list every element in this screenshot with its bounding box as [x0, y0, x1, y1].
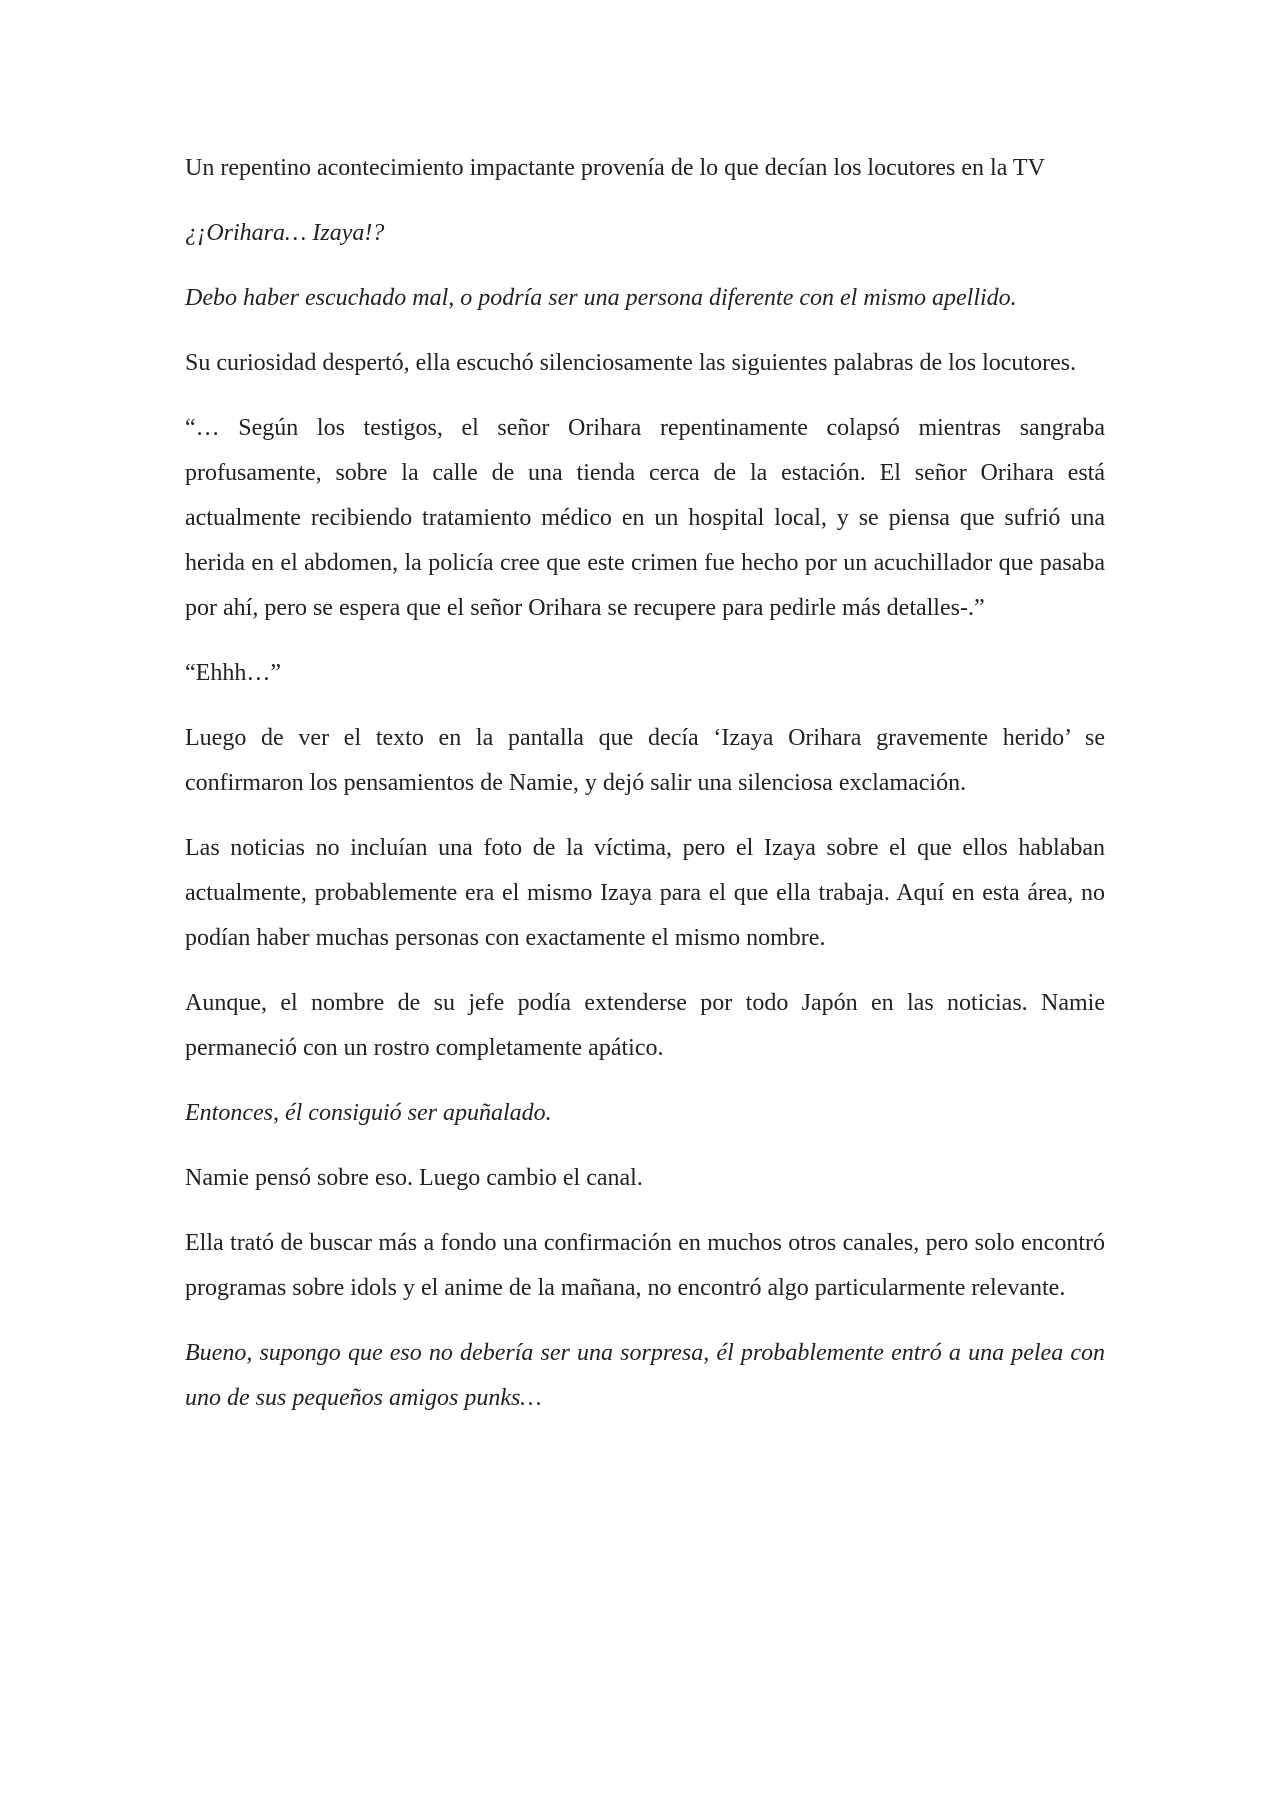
paragraph-11: Namie pensó sobre eso. Luego cambio el canal. — [185, 1165, 643, 1191]
paragraph-4: Su curiosidad despertó, ella escuchó silenciosamente las siguientes palabras de los locutores. — [185, 350, 1077, 376]
paragraph-12: Ella trató de buscar más a fondo una confirmación en muchos otros canales, pero solo encontró programas sobre idols y el anime de la mañana, no encontró algo particularmente relevante. — [185, 1230, 1105, 1301]
paragraph-9: Aunque, el nombre de su jefe podía extenderse por todo Japón en las noticias. Namie permaneció con un rostro completamente apático. — [185, 990, 1105, 1061]
document-body — [185, 146, 1105, 1441]
paragraph-7: Luego de ver el texto en la pantalla que decía ‘Izaya Orihara gravemente herido’ se confirmaron los pensamientos de Namie, y dejó salir una silenciosa exclamación. — [185, 725, 1105, 796]
paragraph-6-quote: “Ehhh…” — [185, 660, 281, 686]
paragraph-13-italic: Bueno, supongo que eso no debería ser una sorpresa, él probablemente entró a una pelea con uno de sus pequeños amigos punks… — [185, 1340, 1105, 1411]
paragraph-10-italic: Entonces, él consiguió ser apuñalado. — [185, 1100, 552, 1126]
paragraph-2-italic: ¿¡Orihara… Izaya!? — [185, 220, 385, 246]
paragraph-1: Un repentino acontecimiento impactante provenía de lo que decían los locutores en la TV — [185, 155, 1045, 181]
paragraph-3-italic: Debo haber escuchado mal, o podría ser una persona diferente con el mismo apellido. — [185, 285, 1017, 311]
paragraph-5-quote: “… Según los testigos, el señor Orihara repentinamente colapsó mientras sangraba profusamente, sobre la calle de una tienda cerca de la estación. El señor Orihara está actualmente recibiendo tratamiento médico en un hospital local, y se piensa que sufrió una herida en el abdomen, la policía cree que este crimen fue hecho por un acuchillador que pasaba por ahí, pero se espera que el señor Orihara se recupere para pedirle más detalles-.” — [185, 415, 1105, 621]
paragraph-8: Las noticias no incluían una foto de la víctima, pero el Izaya sobre el que ellos hablaban actualmente, probablemente era el mismo Izaya para el que ella trabaja. Aquí en esta área, no podían haber muchas personas con exactamente el mismo nombre. — [185, 835, 1105, 951]
